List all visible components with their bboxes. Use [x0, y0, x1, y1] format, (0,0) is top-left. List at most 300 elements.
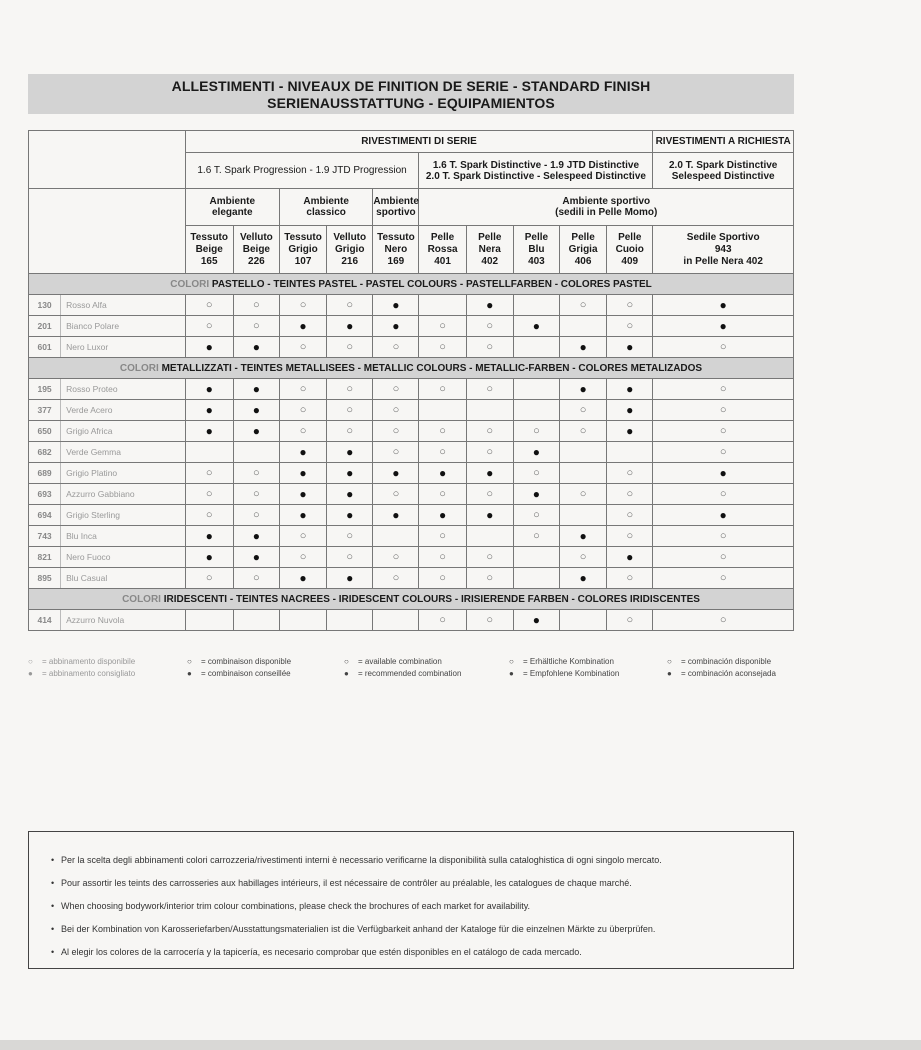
color-name: Grigio Platino: [61, 463, 185, 484]
recommended-combination-icon: ●: [252, 528, 260, 543]
recommended-combination-icon: ●: [344, 669, 349, 678]
color-row: [29, 316, 794, 337]
trim-column-label: Tessuto: [284, 231, 322, 243]
page-bottom-shadow: [0, 1040, 921, 1050]
available-combination-icon: ○: [253, 488, 260, 500]
available-combination-icon: ○: [439, 341, 446, 353]
trim-column-label: 216: [341, 255, 359, 267]
available-combination-icon: ○: [486, 341, 494, 353]
empty-header-cell: [29, 131, 186, 189]
combination-cell: [607, 568, 653, 589]
combination-cell: [279, 421, 326, 442]
combination-cell: [607, 610, 653, 631]
engine-distinctive-line-1: 1.6 T. Spark Distinctive - 1.9 JTD Distinctive: [432, 159, 640, 171]
combination-cell: [607, 463, 653, 484]
ambiente-classico-line-1: Ambiente: [303, 196, 349, 207]
trim-column-label: Blu: [528, 243, 545, 255]
recommended-combination-icon: ●: [346, 465, 354, 480]
combination-cell: [513, 484, 559, 505]
available-combination-icon: ○: [439, 320, 446, 332]
available-combination-icon: ○: [346, 299, 354, 311]
empty-header-cell-2: [29, 189, 186, 274]
combination-cell: [466, 526, 513, 547]
combination-cell: [560, 526, 607, 547]
combination-cell: [653, 316, 794, 337]
combination-cell: [373, 505, 419, 526]
available-combination-icon: ○: [719, 551, 727, 563]
available-combination-icon: ○: [719, 572, 727, 584]
legend-text: = abbinamento disponibile: [42, 657, 136, 666]
recommended-combination-icon: ●: [299, 507, 307, 522]
combination-cell: [327, 463, 373, 484]
section-header-row: [29, 358, 794, 379]
trim-column-label: Nero: [384, 243, 408, 255]
section-label: IRIDESCENTI - TEINTES NACREES - IRIDESCENT COLOURS - IRISIERENDE FARBEN - COLORES IRIDISCENTES: [160, 593, 700, 605]
available-combination-icon: ○: [28, 657, 33, 666]
recommended-combination-icon: ●: [392, 297, 400, 312]
combination-cell: [279, 484, 326, 505]
combination-cell: [419, 526, 466, 547]
legend-text: = combinaison disponible: [201, 657, 292, 666]
available-combination-icon: ○: [626, 299, 634, 311]
available-combination-icon: ○: [346, 383, 354, 395]
engine-group-distinctive: [419, 153, 653, 189]
available-combination-icon: ○: [486, 551, 494, 563]
legend-text: = abbinamento consigliato: [42, 669, 136, 678]
ambiente-sportivo-line-1: Ambiente: [373, 196, 419, 207]
available-combination-icon: ○: [486, 425, 494, 437]
combination-cell: [327, 421, 373, 442]
combination-cell: [419, 505, 466, 526]
legend-line-open: [344, 656, 461, 668]
trim-column-header: [607, 226, 653, 274]
recommended-combination-icon: ●: [205, 528, 213, 543]
combination-cell: [560, 484, 607, 505]
recommended-combination-icon: ●: [299, 465, 307, 480]
combination-cell: [327, 337, 373, 358]
color-row: [29, 505, 794, 526]
engine-group-progression: [185, 153, 419, 189]
combination-cell: [279, 442, 326, 463]
recommended-combination-icon: ●: [299, 570, 307, 585]
recommended-combination-icon: ●: [346, 444, 354, 459]
available-combination-icon: ○: [346, 341, 354, 353]
color-code: 201: [29, 316, 61, 337]
combination-cell: [327, 442, 373, 463]
section-header-row: [29, 274, 794, 295]
combination-cell: [279, 505, 326, 526]
recommended-combination-icon: ●: [626, 549, 634, 564]
combination-cell: [419, 484, 466, 505]
combination-cell: [513, 316, 559, 337]
trim-column-header: [513, 226, 559, 274]
combination-cell: [560, 463, 607, 484]
combination-cell: [327, 505, 373, 526]
color-name: Bianco Polare: [61, 316, 185, 337]
combination-cell: [653, 505, 794, 526]
combination-cell: [185, 610, 233, 631]
recommended-combination-icon: ●: [252, 381, 260, 396]
recommended-combination-icon: ●: [532, 318, 541, 333]
combination-cell: [279, 337, 326, 358]
combination-cell: [373, 547, 419, 568]
combination-cell: [513, 547, 559, 568]
combination-cell: [560, 316, 607, 337]
combination-cell: [653, 295, 794, 316]
combination-cell: [466, 610, 513, 631]
recommended-combination-icon: ●: [187, 669, 192, 678]
available-combination-icon: ○: [579, 404, 587, 416]
color-code: 743: [29, 526, 61, 547]
combination-cell: [185, 505, 233, 526]
trim-column-label: in Pelle Nera 402: [683, 255, 763, 267]
legend-item: [344, 656, 461, 680]
combination-cell: [233, 526, 279, 547]
combination-cell: [607, 505, 653, 526]
recommended-combination-icon: ●: [532, 486, 541, 501]
note-item: • Bei der Kombination von Karosseriefarben/Ausstattungsmaterialien ist die Verfügbarkeit anhand der Kataloge für die einzelnen Märkte zu überprüfen.: [51, 918, 793, 941]
page-title-line-2: SERIENAUSSTATTUNG - EQUIPAMIENTOS: [267, 95, 555, 111]
legend-line-open: [667, 656, 776, 668]
recommended-combination-icon: ●: [346, 570, 354, 585]
engine-optional-line-2: Selespeed Distinctive: [671, 170, 775, 182]
combination-cell: [279, 568, 326, 589]
trim-column-label: Pelle: [430, 231, 455, 243]
available-combination-icon: ○: [253, 572, 260, 584]
combination-cell: [466, 484, 513, 505]
available-combination-icon: ○: [392, 572, 400, 584]
available-combination-icon: ○: [392, 383, 400, 395]
color-name: Azzurro Nuvola: [61, 610, 185, 631]
combination-cell: [419, 568, 466, 589]
color-row: [29, 295, 794, 316]
color-row: [29, 526, 794, 547]
combination-cell: [373, 463, 419, 484]
trim-column-header: [233, 226, 279, 274]
recommended-combination-icon: ●: [392, 465, 400, 480]
available-combination-icon: ○: [509, 657, 514, 666]
trim-column-label: 169: [387, 255, 405, 267]
trim-column-label: Pelle: [571, 231, 595, 243]
combination-cell: [373, 379, 419, 400]
color-code: 414: [29, 610, 61, 631]
combination-cell: [233, 316, 279, 337]
combination-cell: [653, 379, 794, 400]
combination-cell: [419, 547, 466, 568]
ambiente-sportivo-pelle: [419, 189, 794, 226]
available-combination-icon: ○: [439, 488, 446, 500]
combination-cell: [607, 526, 653, 547]
color-name: Grigio Africa: [61, 421, 185, 442]
available-combination-icon: ○: [299, 404, 307, 416]
combination-cell: [327, 316, 373, 337]
ambiente-elegante-line-1: Ambiente: [209, 196, 256, 207]
trim-column-label: 165: [200, 255, 218, 267]
combination-cell: [560, 400, 607, 421]
section-prefix: COLORI: [170, 278, 210, 290]
recommended-combination-icon: ●: [346, 507, 354, 522]
recommended-combination-icon: ●: [626, 339, 634, 354]
legend-text: = combinación aconsejada: [681, 669, 776, 678]
color-name: Verde Acero: [61, 400, 185, 421]
combination-cell: [466, 337, 513, 358]
combination-cell: [513, 421, 559, 442]
combination-cell: [327, 547, 373, 568]
combination-cell: [513, 463, 559, 484]
combination-cell: [233, 547, 279, 568]
color-row: [29, 337, 794, 358]
combination-cell: [373, 295, 419, 316]
color-code: 895: [29, 568, 61, 589]
combination-cell: [560, 337, 607, 358]
available-combination-icon: ○: [486, 614, 494, 626]
combination-cell: [419, 295, 466, 316]
recommended-combination-icon: ●: [205, 549, 213, 564]
combination-cell: [560, 295, 607, 316]
trim-column-header: [279, 226, 326, 274]
combination-cell: [373, 316, 419, 337]
combination-cell: [279, 463, 326, 484]
combination-cell: [653, 442, 794, 463]
trim-column-label: 226: [248, 255, 265, 267]
available-combination-icon: ○: [439, 446, 446, 458]
combination-cell: [653, 337, 794, 358]
combination-cell: [513, 337, 559, 358]
available-combination-icon: ○: [344, 657, 349, 666]
trim-column-label: Beige: [195, 243, 223, 255]
recommended-combination-icon: ●: [719, 465, 727, 480]
available-combination-icon: ○: [626, 572, 634, 584]
note-item: • Al elegir los colores de la carrocería y la tapicería, es necesario comprobar que estén disponibles en el catálogo de cada mercado.: [51, 941, 793, 964]
trim-column-label: 403: [528, 255, 545, 267]
trim-column-label: Grigia: [568, 243, 598, 255]
available-combination-icon: ○: [392, 446, 400, 458]
section-label: METALLIZZATI - TEINTES METALLISEES - METALLIC COLOURS - METALLIC-FARBEN - COLORES METALIZADOS: [158, 362, 703, 374]
combination-cell: [419, 316, 466, 337]
available-combination-icon: ○: [205, 488, 213, 500]
available-combination-icon: ○: [579, 425, 587, 437]
recommended-combination-icon: ●: [392, 507, 400, 522]
recommended-combination-icon: ●: [626, 423, 634, 438]
available-combination-icon: ○: [299, 383, 307, 395]
trim-column-label: Beige: [242, 243, 270, 255]
combination-cell: [233, 484, 279, 505]
combination-cell: [327, 568, 373, 589]
combination-cell: [233, 295, 279, 316]
trim-column-label: Velluto: [333, 231, 367, 243]
combination-cell: [233, 568, 279, 589]
color-row: [29, 568, 794, 589]
combination-cell: [419, 400, 466, 421]
legend-text: = combinaison conseillée: [201, 669, 291, 678]
available-combination-icon: ○: [719, 383, 727, 395]
available-combination-icon: ○: [439, 530, 446, 542]
available-combination-icon: ○: [205, 467, 213, 479]
combination-cell: [419, 442, 466, 463]
combination-cell: [373, 610, 419, 631]
trim-column-label: Pelle: [524, 231, 549, 243]
color-name: Nero Luxor: [61, 337, 185, 358]
recommended-combination-icon: ●: [28, 669, 33, 678]
available-combination-icon: ○: [205, 572, 213, 584]
combination-cell: [560, 547, 607, 568]
recommended-combination-icon: ●: [667, 669, 672, 678]
color-row: [29, 421, 794, 442]
combination-cell: [327, 484, 373, 505]
color-code: 195: [29, 379, 61, 400]
recommended-combination-icon: ●: [438, 465, 447, 480]
trim-column-header: [466, 226, 513, 274]
available-combination-icon: ○: [533, 467, 540, 479]
legend-line-open: [509, 656, 619, 668]
combination-cell: [560, 568, 607, 589]
legend-item: [509, 656, 619, 680]
color-name: Blu Inca: [61, 526, 185, 547]
combination-cell: [185, 295, 233, 316]
recommended-combination-icon: ●: [346, 318, 354, 333]
combination-cell: [653, 484, 794, 505]
recommended-combination-icon: ●: [579, 570, 587, 585]
combination-cell: [327, 400, 373, 421]
section-header-row: [29, 589, 794, 610]
combination-cell: [185, 526, 233, 547]
available-combination-icon: ○: [626, 488, 634, 500]
engine-group-optional: [653, 153, 794, 189]
trim-column-label: Nera: [478, 243, 501, 255]
trim-column-header: [373, 226, 419, 274]
recommended-combination-icon: ●: [486, 465, 494, 480]
section-prefix: COLORI: [119, 362, 159, 374]
available-combination-icon: ○: [719, 425, 727, 437]
recommended-combination-icon: ●: [299, 444, 307, 459]
combination-cell: [653, 568, 794, 589]
combination-cell: [607, 547, 653, 568]
trim-column-label: Grigio: [335, 243, 365, 255]
trim-column-label: Rossa: [427, 243, 458, 255]
color-name: Nero Fuoco: [61, 547, 185, 568]
combination-cell: [373, 442, 419, 463]
legend-text: = available combination: [358, 657, 442, 666]
recommended-combination-icon: ●: [486, 507, 494, 522]
combination-cell: [560, 421, 607, 442]
combination-cell: [233, 421, 279, 442]
combination-cell: [327, 526, 373, 547]
combination-cell: [653, 610, 794, 631]
available-combination-icon: ○: [346, 404, 354, 416]
available-combination-icon: ○: [392, 425, 400, 437]
available-combination-icon: ○: [253, 299, 260, 311]
combination-cell: [233, 337, 279, 358]
ambiente-classico: [279, 189, 372, 226]
available-combination-icon: ○: [486, 383, 494, 395]
available-combination-icon: ○: [346, 551, 354, 563]
engine-distinctive-line-2: 2.0 T. Spark Distinctive - Selespeed Distinctive: [425, 170, 646, 182]
combination-cell: [233, 400, 279, 421]
recommended-combination-icon: ●: [252, 549, 260, 564]
legend-line-full: [509, 668, 619, 680]
color-name: Verde Gemma: [61, 442, 185, 463]
available-combination-icon: ○: [299, 299, 307, 311]
trim-column-label: 402: [481, 255, 499, 267]
available-combination-icon: ○: [719, 488, 727, 500]
available-combination-icon: ○: [299, 341, 307, 353]
section-title: [29, 274, 794, 295]
recommended-combination-icon: ●: [719, 297, 727, 312]
combination-cell: [419, 337, 466, 358]
trim-column-label: 406: [574, 255, 592, 267]
combination-cell: [279, 316, 326, 337]
available-combination-icon: ○: [719, 446, 727, 458]
notes-box: [28, 831, 794, 969]
legend-text: = Empfohlene Kombination: [523, 669, 620, 678]
color-code: 377: [29, 400, 61, 421]
trim-column-label: Tessuto: [190, 231, 228, 243]
combination-cell: [373, 400, 419, 421]
available-combination-icon: ○: [299, 551, 307, 563]
note-item: • When choosing bodywork/interior trim colour combinations, please check the brochures of each market for availability.: [51, 895, 793, 918]
available-combination-icon: ○: [719, 341, 727, 353]
available-combination-icon: ○: [205, 320, 213, 332]
legend-line-open: [187, 656, 291, 668]
combination-cell: [560, 505, 607, 526]
engine-optional-line-1: 2.0 T. Spark Distinctive: [668, 159, 778, 171]
optional-trims-header: RIVESTIMENTI A RICHIESTA: [653, 131, 794, 153]
section-title: [29, 358, 794, 379]
combination-cell: [607, 337, 653, 358]
combination-cell: [279, 295, 326, 316]
available-combination-icon: ○: [626, 509, 634, 521]
trim-column-header: [560, 226, 607, 274]
available-combination-icon: ○: [486, 488, 494, 500]
combination-cell: [327, 379, 373, 400]
combination-cell: [373, 484, 419, 505]
recommended-combination-icon: ●: [205, 339, 213, 354]
trim-column-label: 409: [621, 255, 639, 267]
combination-cell: [373, 421, 419, 442]
combination-cell: [373, 568, 419, 589]
combination-cell: [327, 610, 373, 631]
available-combination-icon: ○: [486, 320, 494, 332]
ambiente-sportivo-pelle-line-2: (sedili in Pelle Momo): [555, 207, 658, 218]
color-name: Grigio Sterling: [61, 505, 185, 526]
combination-cell: [607, 442, 653, 463]
recommended-combination-icon: ●: [346, 486, 354, 501]
page-title-band: [28, 74, 794, 114]
color-row: [29, 463, 794, 484]
color-name: Azzurro Gabbiano: [61, 484, 185, 505]
notes-list: [29, 832, 793, 964]
available-combination-icon: ○: [533, 509, 540, 521]
combination-cell: [466, 421, 513, 442]
color-row: [29, 442, 794, 463]
trim-column-label: Velluto: [239, 231, 273, 243]
available-combination-icon: ○: [486, 446, 494, 458]
legend-line-full: [344, 668, 461, 680]
trim-column-label: Cuoio: [615, 243, 644, 255]
combination-cell: [185, 463, 233, 484]
available-combination-icon: ○: [486, 572, 494, 584]
trim-column-label: Grigio: [288, 243, 318, 255]
legend-item: [187, 656, 291, 680]
section-label: PASTELLO - TEINTES PASTEL - PASTEL COLOURS - PASTELLFARBEN - COLORES PASTEL: [209, 278, 652, 290]
ambiente-classico-line-2: classico: [306, 207, 346, 218]
recommended-combination-icon: ●: [299, 486, 307, 501]
color-code: 694: [29, 505, 61, 526]
combination-cell: [513, 568, 559, 589]
trim-column-header: [185, 226, 233, 274]
trim-column-label: Pelle: [478, 231, 502, 243]
ambiente-sportivo: [373, 189, 419, 226]
